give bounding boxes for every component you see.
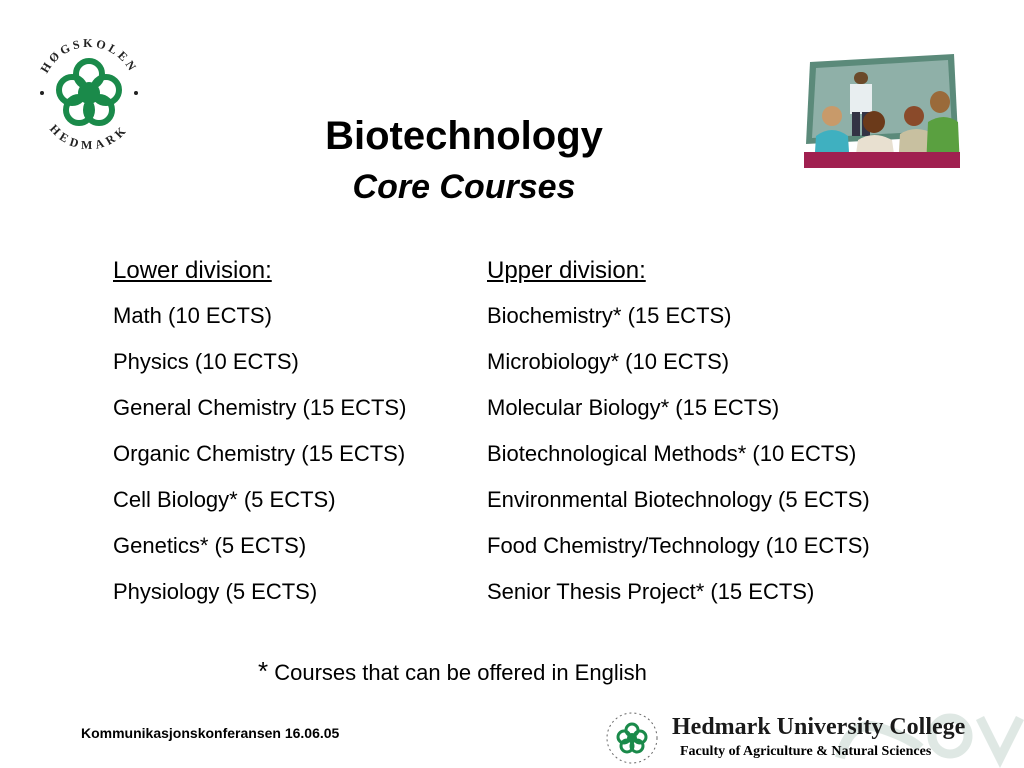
footnote-text: Courses that can be offered in English <box>268 660 647 685</box>
lower-course: Physics (10 ECTS) <box>113 349 299 374</box>
upper-division-heading: Upper division: <box>487 257 646 284</box>
conference-label: Kommunikasjonskonferansen 16.06.05 <box>81 725 340 741</box>
slide-title: Biotechnology <box>325 114 603 158</box>
logo-ring-text-top: HØGSKOLEN <box>37 35 141 76</box>
upper-division-column <box>487 256 870 625</box>
lower-course: Genetics* (5 ECTS) <box>113 533 307 558</box>
lower-course: Physiology (5 ECTS) <box>113 579 318 604</box>
lower-course: Cell Biology* (5 ECTS) <box>113 487 336 512</box>
upper-course: Microbiology* (10 ECTS) <box>487 349 730 374</box>
slide-subtitle: Core Courses <box>352 168 576 206</box>
upper-course: Food Chemistry/Technology (10 ECTS) <box>487 533 870 558</box>
svg-text:HØGSKOLEN <box>37 36 140 75</box>
english-footnote <box>258 656 647 688</box>
lower-course: General Chemistry (15 ECTS) <box>113 395 407 420</box>
upper-course: Biochemistry* (15 ECTS) <box>487 303 732 328</box>
lower-division-column <box>113 256 406 625</box>
upper-course: Environmental Biotechnology (5 ECTS) <box>487 487 870 512</box>
lower-course: Organic Chemistry (15 ECTS) <box>113 441 406 466</box>
lower-division-heading: Lower division: <box>113 257 272 284</box>
lower-course: Math (10 ECTS) <box>113 303 272 328</box>
footer-college-logo <box>604 710 660 766</box>
college-name: Hedmark University College <box>672 714 966 740</box>
upper-course: Senior Thesis Project* (15 ECTS) <box>487 579 815 604</box>
footnote-star: * <box>258 656 269 686</box>
upper-course: Biotechnological Methods* (10 ECTS) <box>487 441 857 466</box>
logo-ring-text-bottom: HEDMARK <box>46 121 132 153</box>
faculty-name: Faculty of Agriculture & Natural Sciences <box>680 744 932 759</box>
upper-course: Molecular Biology* (15 ECTS) <box>487 395 780 420</box>
